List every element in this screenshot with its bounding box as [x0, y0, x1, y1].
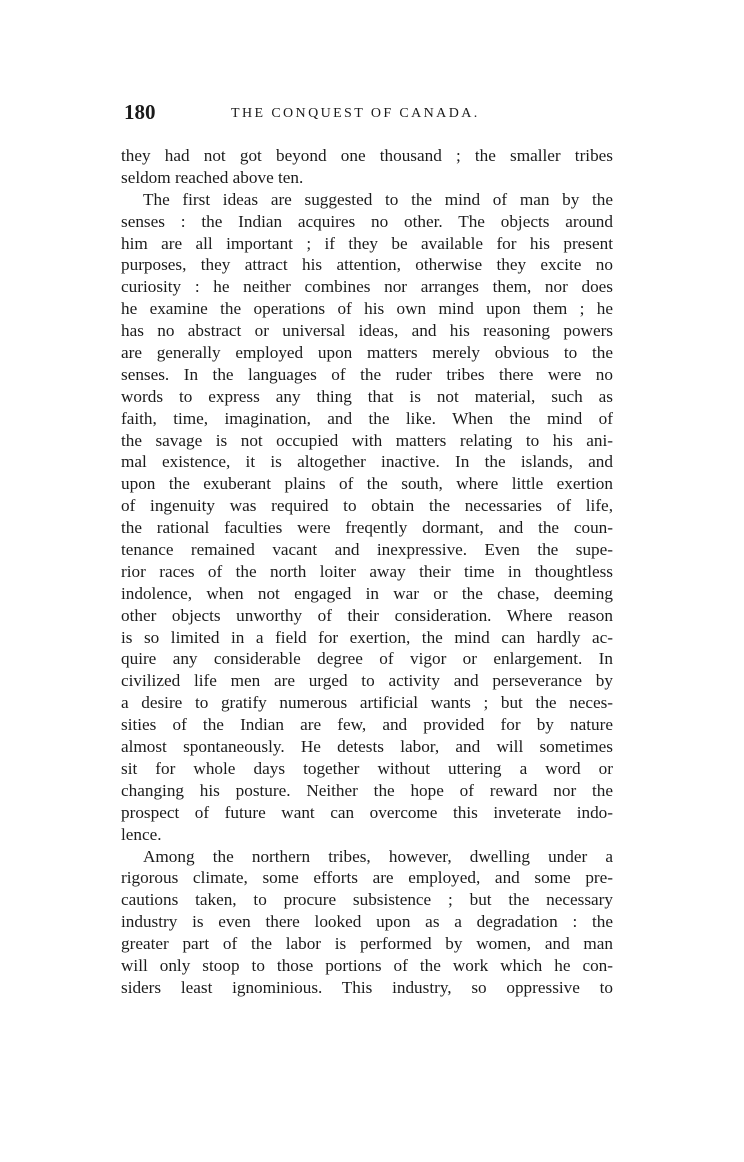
text-line: cautions taken, to procure subsistence ; but the necessary — [121, 890, 613, 910]
text-line: seldom reached above ten. — [121, 167, 304, 187]
text-line: Among the northern tribes, however, dwelling under a — [143, 846, 613, 866]
text-line: changing his posture. Neither the hope of reward nor the — [121, 780, 613, 800]
text-line: him are all important ; if they be available for his present — [121, 233, 613, 253]
page-number: 180 — [124, 100, 156, 124]
text-line: mal existence, it is altogether inactive. In the islands, and — [121, 452, 613, 472]
text-line: a desire to gratify numerous artificial wants ; but the neces- — [121, 693, 613, 713]
text-line: The first ideas are suggested to the mind of man by the — [143, 189, 613, 209]
text-line: senses : the Indian acquires no other. The objects around — [121, 211, 613, 231]
text-line: curiosity : he neither combines nor arranges them, nor does — [121, 277, 613, 297]
text-line: civilized life men are urged to activity and perseverance by — [121, 671, 613, 691]
text-line: indolence, when not engaged in war or the chase, deeming — [121, 583, 613, 603]
body-text — [121, 145, 613, 999]
text-line: has no abstract or universal ideas, and his reasoning powers — [121, 321, 613, 341]
text-line: prospect of future want can overcome this inveterate indo- — [121, 802, 613, 822]
text-line: tenance remained vacant and inexpressive. Even the supe- — [121, 540, 613, 560]
text-line: the savage is not occupied with matters relating to his ani- — [121, 430, 613, 450]
text-line: of ingenuity was required to obtain the necessaries of life, — [121, 496, 613, 516]
running-head: THE CONQUEST OF CANADA. — [231, 106, 480, 121]
text-line: words to express any thing that is not material, such as — [121, 386, 613, 406]
text-line: upon the exuberant plains of the south, where little exertion — [121, 474, 613, 494]
text-line: sities of the Indian are few, and provided for by nature — [121, 715, 613, 735]
text-line: industry is even there looked upon as a degradation : the — [121, 912, 613, 932]
text-line: are generally employed upon matters merely obvious to the — [121, 343, 613, 363]
text-line: sit for whole days together without uttering a word or — [121, 758, 613, 778]
text-line: lence. — [121, 824, 162, 844]
text-line: other objects unworthy of their consideration. Where reason — [121, 605, 613, 625]
text-line: the rational faculties were freqently dormant, and the coun- — [121, 518, 613, 538]
text-line: is so limited in a field for exertion, the mind can hardly ac- — [121, 627, 613, 647]
text-line: almost spontaneously. He detests labor, and will sometimes — [121, 737, 613, 757]
text-line: senses. In the languages of the ruder tribes there were no — [121, 364, 613, 384]
text-line: rigorous climate, some efforts are employed, and some pre- — [121, 868, 613, 888]
text-line: greater part of the labor is performed by women, and man — [121, 934, 613, 954]
text-line: siders least ignominious. This industry, so oppressive to — [121, 977, 613, 997]
text-line: will only stoop to those portions of the work which he con- — [121, 955, 613, 975]
page-header — [124, 100, 614, 130]
text-line: they had not got beyond one thousand ; the smaller tribes — [121, 146, 613, 165]
text-line: purposes, they attract his attention, otherwise they excite no — [121, 255, 613, 275]
text-line: rior races of the north loiter away their time in thoughtless — [121, 561, 613, 581]
text-line: he examine the operations of his own mind upon them ; he — [121, 299, 613, 319]
text-line: quire any considerable degree of vigor or enlargement. In — [121, 649, 613, 669]
text-line: faith, time, imagination, and the like. When the mind of — [121, 408, 613, 428]
